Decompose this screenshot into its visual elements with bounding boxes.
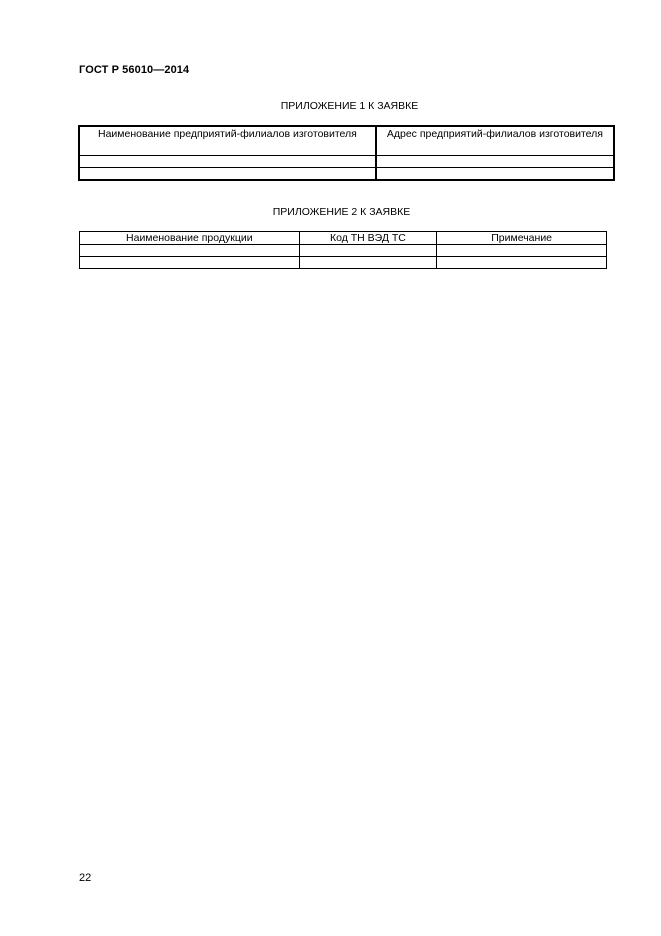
table-row: [80, 245, 607, 257]
table-row: [79, 168, 614, 181]
column-header-product-name: Наименование продукции: [80, 232, 300, 245]
column-header-branch-address: Адрес предприятий-филиалов изготовителя: [376, 126, 614, 156]
appendix-2-title: ПРИЛОЖЕНИЕ 2 К ЗАЯВКЕ: [272, 206, 411, 218]
table-row: [79, 156, 614, 168]
table-cell: [80, 257, 300, 269]
table-cell: [437, 245, 607, 257]
appendix-2-table: [79, 231, 607, 269]
table-cell: [299, 245, 437, 257]
column-header-tn-ved-code: Код ТН ВЭД ТС: [299, 232, 437, 245]
appendix-1-title: ПРИЛОЖЕНИЕ 1 К ЗАЯВКЕ: [280, 100, 419, 112]
table-cell: [79, 156, 376, 168]
document-code: ГОСТ Р 56010—2014: [79, 64, 190, 76]
column-header-branch-name: Наименование предприятий-филиалов изготовителя: [79, 126, 376, 156]
table-row: [80, 257, 607, 269]
column-header-note: Примечание: [437, 232, 607, 245]
table-cell: [80, 245, 300, 257]
table-cell: [299, 257, 437, 269]
table-cell: [437, 257, 607, 269]
page-number: 22: [79, 872, 92, 884]
table-header-row: [79, 126, 614, 156]
table-cell: [376, 156, 614, 168]
table-cell: [79, 168, 376, 181]
appendix-1-table: [78, 125, 615, 181]
table-cell: [376, 168, 614, 181]
table-header-row: [80, 232, 607, 245]
